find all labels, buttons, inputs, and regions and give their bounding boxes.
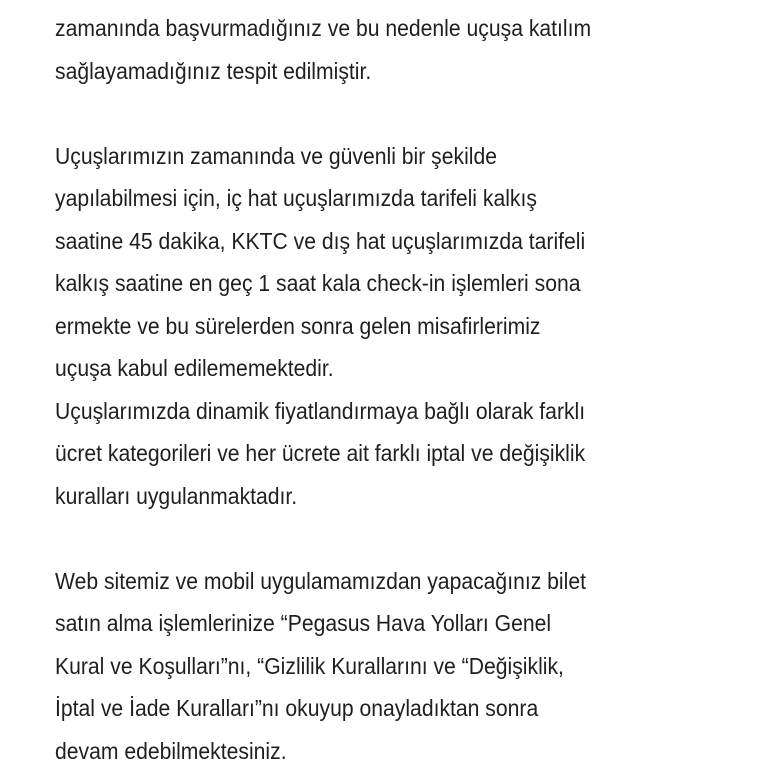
paragraph-spacer [55,517,755,560]
text-line: Web sitemiz ve mobil uygulamamızdan yapacağınız bilet [55,560,685,603]
text-line: devam edebilmektesiniz. [55,730,685,772]
text-line: Uçuşlarımızın zamanında ve güvenli bir şekilde [55,135,685,178]
text-line: yapılabilmesi için, iç hat uçuşlarımızda tarifeli kalkış [55,177,685,220]
text-line: zamanında başvurmadığınız ve bu nedenle uçuşa katılım [55,7,685,50]
text-line: Uçuşlarımızda dinamik fiyatlandırmaya bağlı olarak farklı [55,390,685,433]
paragraph-terms-acceptance [55,560,755,772]
text-line: uçuşa kabul edilememektedir. [55,347,685,390]
text-line: Kural ve Koşulları”nı, “Gizlilik Kurallarını ve “Değişiklik, [55,645,685,688]
paragraph-spacer [55,92,755,135]
paragraph-checkin-rules [55,135,755,518]
text-line: saatine 45 dakika, KKTC ve dış hat uçuşlarımızda tarifeli [55,220,685,263]
text-line: kalkış saatine en geç 1 saat kala check-in işlemleri sona [55,262,685,305]
text-line: sağlayamadığınız tespit edilmiştir. [55,50,685,93]
text-line: kuralları uygulanmaktadır. [55,475,685,518]
text-line: İptal ve İade Kuralları”nı okuyup onayladıktan sonra [55,687,685,730]
document-body [55,7,755,772]
text-line: ücret kategorileri ve her ücrete ait farklı iptal ve değişiklik [55,432,685,475]
text-line: satın alma işlemlerinize “Pegasus Hava Yolları Genel [55,602,685,645]
text-line: ermekte ve bu sürelerden sonra gelen misafirlerimiz [55,305,685,348]
paragraph-flight-absence [55,7,755,92]
